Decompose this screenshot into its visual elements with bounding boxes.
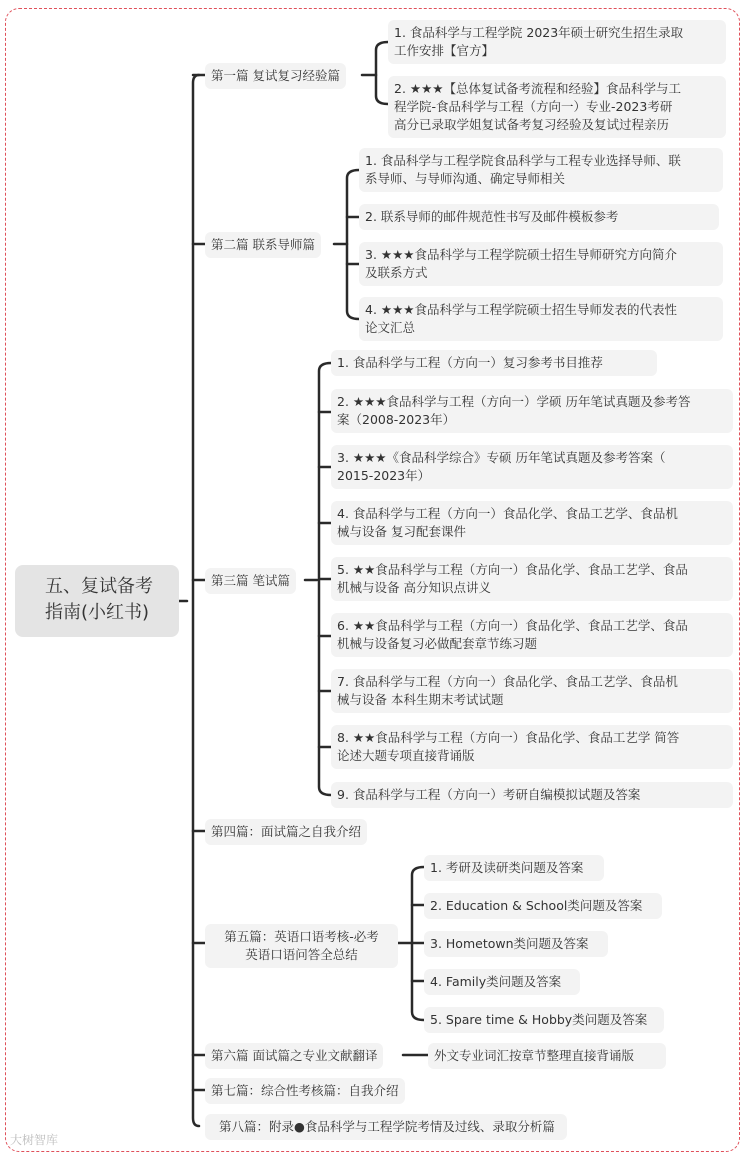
s3-item-4[interactable] bbox=[331, 501, 733, 545]
section-5-label-line-2: 英语口语问答全总结 bbox=[245, 947, 358, 962]
item-line: 2015-2023年） bbox=[337, 468, 431, 483]
item-line: 论述大题专项直接背诵版 bbox=[337, 748, 475, 763]
item-line: 高分已录取学姐复试备考复习经验及复试过程亲历 bbox=[394, 117, 670, 132]
s3-item-8[interactable] bbox=[331, 725, 733, 769]
item-line: 2. Education & School类问题及答案 bbox=[430, 898, 643, 913]
section-2-label[interactable]: 第二篇 联系导师篇 bbox=[205, 232, 321, 258]
section-6-label[interactable]: 第六篇 面试篇之专业文献翻译 bbox=[205, 1043, 383, 1069]
item-line: 7. 食品科学与工程（方向一）食品化学、食品工艺学、食品机 bbox=[337, 674, 678, 689]
item-line: 1. 食品科学与工程（方向一）复习参考书目推荐 bbox=[337, 355, 603, 370]
branch-2 bbox=[347, 170, 359, 319]
item-line: 2. ★★★食品科学与工程（方向一）学硕 历年笔试真题及参考答 bbox=[337, 394, 691, 409]
item-line: 系导师、与导师沟通、确定导师相关 bbox=[365, 171, 566, 186]
s3-item-2[interactable] bbox=[331, 389, 733, 433]
item-line: 3. ★★★《食品科学综合》专硕 历年笔试真题及参考答案（ bbox=[337, 450, 666, 465]
item-line: 4. Family类问题及答案 bbox=[430, 974, 562, 989]
s2-item-4[interactable] bbox=[359, 297, 723, 341]
s3-item-7[interactable] bbox=[331, 669, 733, 713]
item-line: 机械与设备复习必做配套章节练习题 bbox=[337, 636, 538, 651]
item-line: 3. ★★★食品科学与工程学院硕士招生导师研究方向简介 bbox=[365, 247, 678, 262]
item-line: 外文专业词汇按章节整理直接背诵版 bbox=[434, 1048, 635, 1063]
item-line: 4. ★★★食品科学与工程学院硕士招生导师发表的代表性 bbox=[365, 302, 678, 317]
item-line: 机械与设备 高分知识点讲义 bbox=[337, 580, 491, 595]
item-line: 械与设备 复习配套课件 bbox=[337, 524, 466, 539]
s3-item-5[interactable] bbox=[331, 557, 733, 601]
watermark: 大树智库 bbox=[10, 1133, 59, 1147]
s1-item-2[interactable] bbox=[388, 76, 726, 138]
s6-item-1[interactable] bbox=[428, 1043, 666, 1069]
s3-item-6[interactable] bbox=[331, 613, 733, 657]
s2-item-3[interactable] bbox=[359, 242, 723, 286]
item-line: 1. 食品科学与工程学院 2023年硕士研究生招生录取 bbox=[394, 25, 684, 40]
item-line: 9. 食品科学与工程（方向一）考研自编模拟试题及答案 bbox=[337, 787, 641, 802]
s3-item-3[interactable] bbox=[331, 445, 733, 489]
item-line: 程学院-食品科学与工程（方向一）专业-2023考研 bbox=[394, 99, 673, 114]
s3-item-1[interactable] bbox=[331, 350, 657, 376]
section-4-label[interactable]: 第四篇：面试篇之自我介绍 bbox=[205, 819, 367, 845]
section-5-label-line-1: 第五篇：英语口语考核-必考 bbox=[224, 929, 379, 944]
s5-item-1[interactable] bbox=[424, 855, 604, 881]
s5-item-3[interactable] bbox=[424, 931, 608, 957]
s5-item-2[interactable] bbox=[424, 893, 662, 919]
item-line: 1. 食品科学与工程学院食品科学与工程专业选择导师、联 bbox=[365, 153, 681, 168]
s2-item-1[interactable] bbox=[359, 148, 723, 192]
s1-item-1[interactable] bbox=[388, 20, 726, 64]
section-3-label[interactable]: 第三篇 笔试篇 bbox=[205, 568, 296, 594]
s5-item-5[interactable] bbox=[424, 1007, 664, 1033]
item-line: 案（2008-2023年） bbox=[337, 412, 456, 427]
main-trunk bbox=[193, 75, 199, 1126]
root-line-2: 指南(小红书) bbox=[45, 602, 150, 623]
item-line: 及联系方式 bbox=[365, 265, 428, 280]
section-8-label[interactable]: 第八篇：附录●食品科学与工程学院考情及过线、录取分析篇 bbox=[205, 1114, 567, 1140]
item-line: 5. Spare time & Hobby类问题及答案 bbox=[430, 1012, 648, 1027]
item-line: 3. Hometown类问题及答案 bbox=[430, 936, 589, 951]
item-line: 工作安排【官方】 bbox=[394, 43, 495, 58]
section-7-label[interactable]: 第七篇：综合性考核篇：自我介绍 bbox=[205, 1078, 405, 1104]
item-line: 械与设备 本科生期末考试试题 bbox=[337, 692, 504, 707]
s5-item-4[interactable] bbox=[424, 969, 580, 995]
item-line: 5. ★★食品科学与工程（方向一）食品化学、食品工艺学、食品 bbox=[337, 562, 688, 577]
item-line: 1. 考研及读研类问题及答案 bbox=[430, 860, 584, 875]
item-line: 6. ★★食品科学与工程（方向一）食品化学、食品工艺学、食品 bbox=[337, 618, 688, 633]
root-line-1: 五、复试备考 bbox=[45, 576, 153, 597]
item-line: 论文汇总 bbox=[365, 320, 416, 335]
s3-item-9[interactable] bbox=[331, 782, 733, 808]
section-1-label[interactable]: 第一篇 复试复习经验篇 bbox=[205, 63, 346, 89]
root-topic[interactable] bbox=[15, 565, 179, 637]
item-line: 2. 联系导师的邮件规范性书写及邮件模板参考 bbox=[365, 209, 619, 224]
item-line: 8. ★★食品科学与工程（方向一）食品化学、食品工艺学 简答 bbox=[337, 730, 680, 745]
s2-item-2[interactable] bbox=[359, 204, 719, 230]
branch-1 bbox=[376, 42, 388, 104]
item-line: 4. 食品科学与工程（方向一）食品化学、食品工艺学、食品机 bbox=[337, 506, 678, 521]
section-5-label[interactable] bbox=[205, 924, 398, 968]
item-line: 2. ★★★【总体复试备考流程和经验】食品科学与工 bbox=[394, 81, 682, 96]
